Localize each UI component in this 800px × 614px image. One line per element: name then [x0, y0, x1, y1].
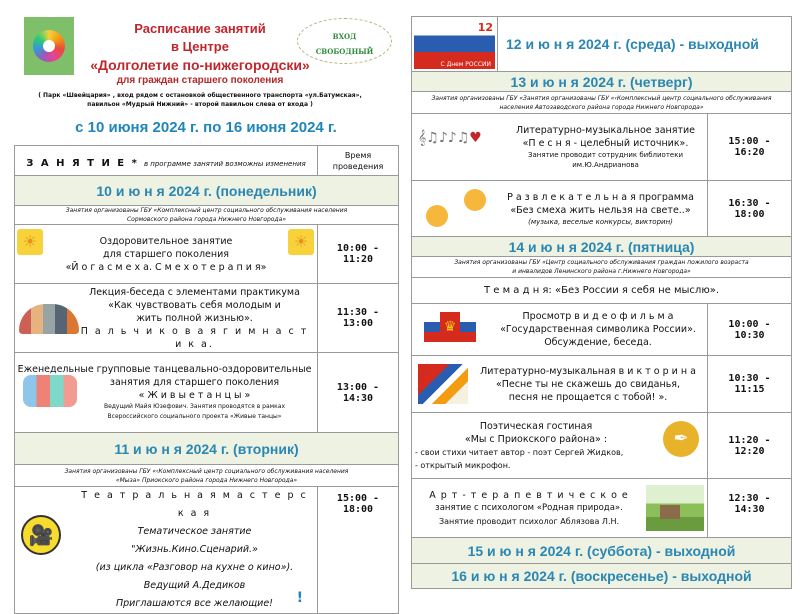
- day-header-13: 13 и ю н я 2024 г. (четверг): [412, 72, 792, 92]
- activity-header: З А Н Я Т И Е * в программе занятий возможны изменения: [15, 146, 318, 176]
- schedule-table-left: [14, 145, 399, 614]
- sun-icon: ☀: [17, 229, 43, 255]
- exclamation-icon: !: [296, 590, 303, 606]
- title-line3: «Долголетие по-нижегородски»: [90, 57, 310, 73]
- sun-icon: ☀: [288, 229, 314, 255]
- address-line2: павильон «Мудрый Нижний» - второй павильон слева от входа ): [87, 101, 313, 108]
- laughing-face-icon: [426, 205, 448, 227]
- music-notes-icon: 𝄞♫♪♪♫♥: [418, 130, 482, 146]
- activity-row: Р а з в л е к а т е л ь н а я программа «Без смеха жить нельзя на свете..» (музыка, веселые конкурсы, викторин) 16:30 - 18:00: [412, 181, 792, 237]
- theme-of-day: Т е м а д н я: «Без России я себя не мыслю».: [412, 278, 792, 304]
- elderly-people-icon: [19, 304, 79, 334]
- organizer-13: Занятия организованы ГБУ «Занятия организованы ГБУ «‹Комплексный центр социального обслуживания населения Автозаводского района города Нижнего Новгорода»: [412, 92, 792, 114]
- day-header-15: 15 и ю н я 2024 г. (суббота) - выходной: [412, 538, 792, 564]
- organizer-11: Занятия организованы ГБУ «‹Комплексный центр социального обслуживания населения «Мыза» Приокского района города Нижнего Новгорода»: [15, 465, 399, 487]
- organizer-10: Занятия организованы ГБУ «Комплексный центр социального обслуживания населения Сормовского района города Нижнего Новгорода»: [15, 206, 399, 225]
- title-line1: Расписание занятий: [134, 21, 266, 36]
- free-entry-line2: СВОБОДНЫЙ: [315, 47, 374, 56]
- period: с 10 июня 2024 г. по 16 июня 2024 г.: [75, 119, 337, 136]
- flag-ribbon-icon: [418, 364, 468, 404]
- nature-landscape-icon: [646, 485, 704, 531]
- subtitle: для граждан старшего поколения: [116, 75, 284, 86]
- title-line2: в Центре: [171, 39, 229, 54]
- schedule-table-right: [411, 16, 792, 589]
- day-header-16: 16 и ю н я 2024 г. (воскресенье) - выходной: [412, 564, 792, 589]
- activity-row: ♛ Просмотр в и д е о ф и л ь м а «Государственная символика России». Обсуждение, беседа. 10:00 - 10:30: [412, 304, 792, 356]
- laughing-face-icon: [464, 189, 486, 211]
- activity-row: ☀ ☀ Оздоровительное занятие для старшего поколения «Й о г а с м е х а. С м е х о т е р а п и я» 10:00 - 11:20: [15, 225, 399, 284]
- activity-row: Лекция-беседа с элементами практикума «Как чувствовать себя молодым и жить полной жизнью». П а л ь ч и к о в а я г и м н а с т и к а. 11:30 - 13:00: [15, 284, 399, 353]
- free-entry-line1: ВХОД: [332, 32, 357, 41]
- activity-row: 𝄞♫♪♪♫♥ Литературно-музыкальное занятие «П е с н я - целебный источник». Занятие проводит сотрудник библиотеки им.Ю.Андрианова 15:00 - 16:20: [412, 114, 792, 181]
- activity-row: А р т - т е р а п е в т и ч е с к о е занятие с психологом «Родная природа». Занятие проводит психолог Аблязова Л.Н. 12:30 - 14:30: [412, 479, 792, 538]
- activity-row: Еженедельные групповые танцевально-оздоровительные занятия для старшего поколения « Ж и в ы е т а н ц ы » Ведущий Майя Юзефович. Занятия проводятся в рамках Всероссийского социального проекта «Живые танцы» 13:00 - 14:30: [15, 353, 399, 433]
- dancers-icon: [23, 375, 77, 407]
- organizer-14: Занятия организованы ГБУ «Центр социального обслуживания граждан пожилого возраста и инвалидов Ленинского района г.Нижнего Новгорода»: [412, 257, 792, 278]
- day-header-10: 10 и ю н я 2024 г. (понедельник): [15, 176, 399, 206]
- russia-day-image: 12 С Днем РОССИИ: [412, 17, 498, 72]
- day-header-11: 11 и ю н я 2024 г. (вторник): [15, 433, 399, 465]
- center-logo: [24, 17, 74, 75]
- time-header: Время проведения: [318, 146, 399, 176]
- movie-camera-icon: 🎥: [21, 515, 61, 555]
- activity-row: ✒ Поэтическая гостиная «Мы с Приокского района» : - свои стихи читает автор - поэт Сергей Жидков, - открытый микрофон. 11:20 - 12:20: [412, 413, 792, 479]
- activity-row: 🎥 ! Т е а т р а л ь н а я м а с т е р с к а я Тематическое занятие "Жизнь.Кино.Сценарий.» (из цикла «Разговор на кухне о кино»). Ведущий А.Дедиков Приглашаются все желающие! 15:00 - 18:00: [15, 487, 399, 614]
- day-header-14: 14 и ю н я 2024 г. (пятница): [412, 237, 792, 257]
- free-entry-badge: [297, 18, 392, 64]
- activity-row: Литературно-музыкальная в и к т о р и н а «Песне ты не скажешь до свиданья, песня не прощается с тобой! ». 10:30 - 11:15: [412, 356, 792, 413]
- address-line1: ( Парк «Швейцария» , вход рядом с остановкой общественного транспорта «ул.Батумская»,: [38, 92, 362, 99]
- russian-coat-of-arms-icon: ♛: [424, 312, 476, 342]
- quill-icon: ✒: [663, 421, 699, 457]
- day-header-12: 12 и ю н я 2024 г. (среда) - выходной: [498, 17, 792, 72]
